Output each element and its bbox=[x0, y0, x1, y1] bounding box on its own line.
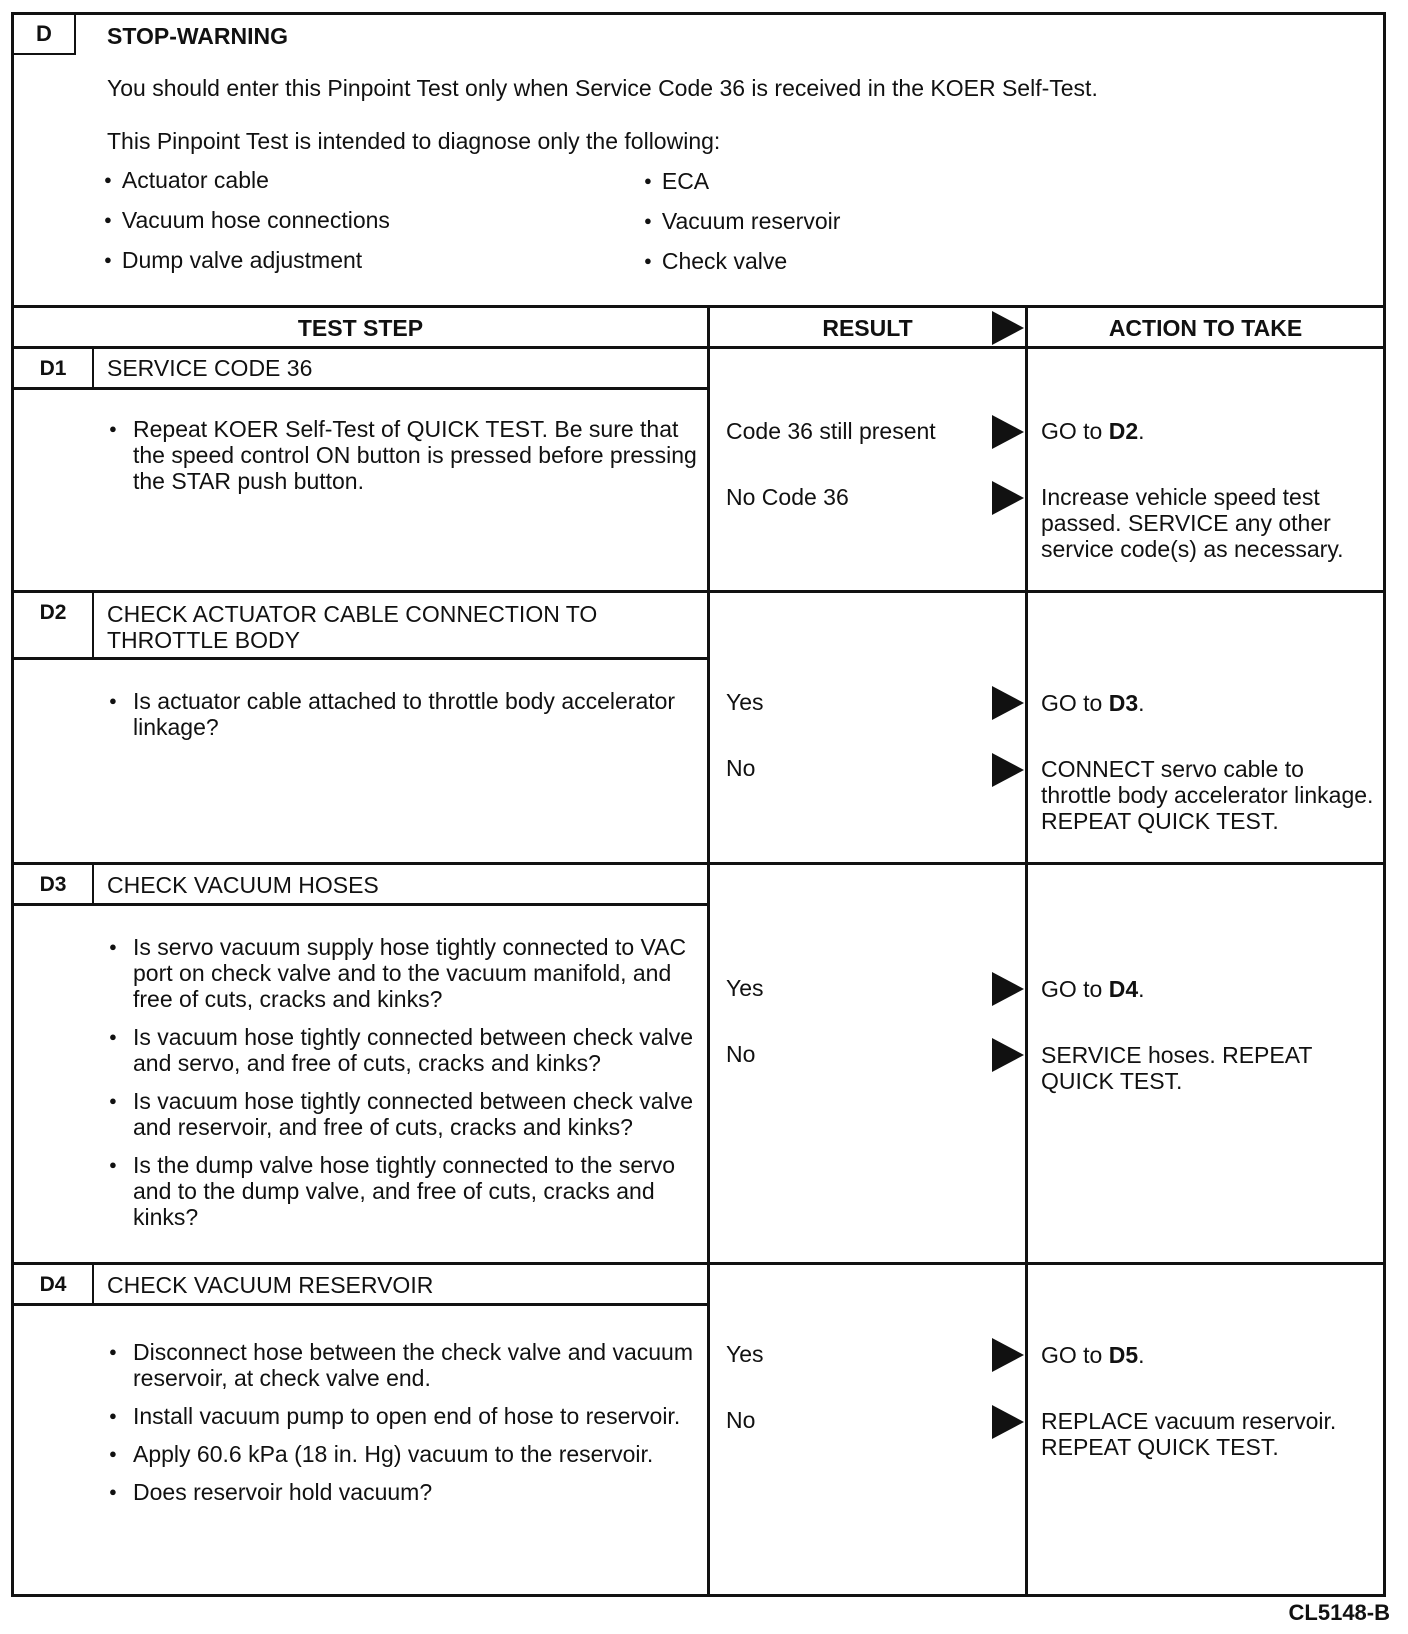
intro-text: You should enter this Pinpoint Test only when Service Code 36 is received in the KOER Self-Test. bbox=[107, 75, 1098, 101]
instruction-item: ● Apply 60.6 kPa (18 in. Hg) vacuum to the reservoir. bbox=[109, 1441, 704, 1467]
step-instructions bbox=[109, 416, 704, 506]
instruction-item: ● Repeat KOER Self-Test of QUICK TEST. Be sure that the speed control ON button is pressed before pressing the STAR push button. bbox=[109, 416, 704, 494]
step-instructions bbox=[109, 688, 704, 752]
step-link: D5 bbox=[1108, 1342, 1139, 1368]
instruction-item: ● Is servo vacuum supply hose tightly connected to VAC port on check valve and to the vacuum manifold, and free of cuts, cracks and kinks? bbox=[109, 934, 704, 1012]
arrow-icon bbox=[992, 1405, 1024, 1439]
step-instructions bbox=[109, 1339, 704, 1517]
instruction-item: ● Is actuator cable attached to throttle body accelerator linkage? bbox=[109, 688, 704, 740]
step-id-divider bbox=[92, 865, 94, 903]
action-text: GO to D3. bbox=[1041, 690, 1145, 716]
action-text: GO to D2. bbox=[1041, 418, 1145, 444]
step-title: SERVICE CODE 36 bbox=[107, 355, 313, 381]
instruction-item: ● Is the dump valve hose tightly connected to the servo and to the dump valve, and free of cuts, cracks and kinks? bbox=[109, 1152, 704, 1230]
scope-item: ● ECA bbox=[644, 168, 709, 195]
section-letter: D bbox=[14, 15, 76, 55]
column-divider bbox=[707, 308, 710, 1597]
scope-item: ● Actuator cable bbox=[104, 167, 269, 194]
arrow-icon bbox=[992, 753, 1024, 787]
action-text: Increase vehicle speed test passed. SERVICE any other service code(s) as necessary. bbox=[1041, 484, 1344, 562]
arrow-icon bbox=[992, 311, 1024, 345]
section-title: STOP-WARNING bbox=[107, 23, 289, 49]
instruction-item: ● Does reservoir hold vacuum? bbox=[109, 1479, 704, 1505]
action-text: GO to D4. bbox=[1041, 976, 1145, 1002]
step-link: D3 bbox=[1108, 690, 1139, 716]
step-link: D2 bbox=[1108, 418, 1139, 444]
scope-item: ● Vacuum hose connections bbox=[104, 207, 390, 234]
scope-text: This Pinpoint Test is intended to diagnose only the following: bbox=[107, 128, 721, 154]
result-label: Yes bbox=[726, 1341, 764, 1367]
test-table bbox=[14, 305, 1383, 1597]
step-id: D4 bbox=[39, 1273, 67, 1296]
action-text: REPLACE vacuum reservoir. REPEAT QUICK TEST. bbox=[1041, 1408, 1337, 1460]
column-divider bbox=[1025, 308, 1028, 1597]
step-title: CHECK VACUUM RESERVOIR bbox=[107, 1272, 434, 1298]
column-header-result: RESULT bbox=[822, 315, 913, 341]
arrow-icon bbox=[992, 1038, 1024, 1072]
pinpoint-test-sheet bbox=[11, 12, 1386, 1597]
action-text: SERVICE hoses. REPEAT QUICK TEST. bbox=[1041, 1042, 1313, 1094]
scope-item: ● Check valve bbox=[644, 248, 787, 275]
action-text: CONNECT servo cable to throttle body accelerator linkage. REPEAT QUICK TEST. bbox=[1041, 756, 1374, 834]
step-id: D2 bbox=[39, 601, 67, 624]
step-title: CHECK VACUUM HOSES bbox=[107, 872, 379, 898]
step-link: D4 bbox=[1108, 976, 1139, 1002]
step-id: D3 bbox=[39, 873, 67, 896]
step-id-divider bbox=[92, 593, 94, 657]
step-id-divider bbox=[92, 349, 94, 387]
column-header-test-step: TEST STEP bbox=[297, 315, 424, 341]
arrow-icon bbox=[992, 686, 1024, 720]
step-title: CHECK ACTUATOR CABLE CONNECTION TO THROTTLE BODY bbox=[107, 601, 598, 653]
action-text: GO to D5. bbox=[1041, 1342, 1145, 1368]
instruction-item: ● Is vacuum hose tightly connected between check valve and servo, and free of cuts, cracks and kinks? bbox=[109, 1024, 704, 1076]
figure-code: CL5148-B bbox=[1288, 1600, 1390, 1625]
step-instructions bbox=[109, 934, 704, 1242]
arrow-icon bbox=[992, 481, 1024, 515]
arrow-icon bbox=[992, 972, 1024, 1006]
result-label: Yes bbox=[726, 975, 764, 1001]
result-label: Yes bbox=[726, 689, 764, 715]
result-label: No Code 36 bbox=[726, 484, 849, 510]
scope-item: ● Vacuum reservoir bbox=[644, 208, 840, 235]
test-header bbox=[14, 15, 1383, 305]
column-header-action: ACTION TO TAKE bbox=[1108, 315, 1303, 341]
result-label: No bbox=[726, 755, 756, 781]
instruction-item: ● Install vacuum pump to open end of hose to reservoir. bbox=[109, 1403, 704, 1429]
arrow-icon bbox=[992, 415, 1024, 449]
instruction-item: ● Disconnect hose between the check valve and vacuum reservoir, at check valve end. bbox=[109, 1339, 704, 1391]
instruction-item: ● Is vacuum hose tightly connected between check valve and reservoir, and free of cuts, cracks and kinks? bbox=[109, 1088, 704, 1140]
scope-item: ● Dump valve adjustment bbox=[104, 247, 362, 274]
result-label: Code 36 still present bbox=[726, 418, 936, 444]
step-id: D1 bbox=[39, 357, 67, 380]
step-id-divider bbox=[92, 1265, 94, 1303]
arrow-icon bbox=[992, 1338, 1024, 1372]
result-label: No bbox=[726, 1407, 756, 1433]
result-label: No bbox=[726, 1041, 756, 1067]
